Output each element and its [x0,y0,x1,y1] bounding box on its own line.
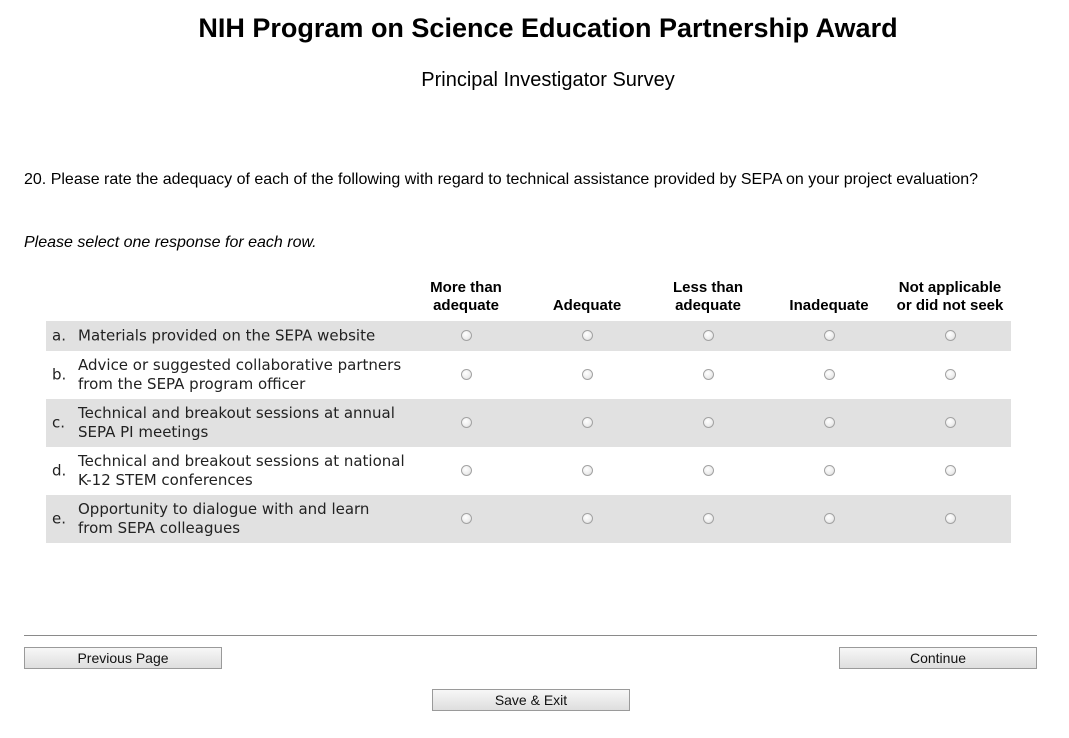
radio-d-inadequate[interactable] [824,465,835,476]
column-header-not-applicable: Not applicable or did not seek [896,279,1004,314]
row-letter: d. [52,461,67,480]
row-label: Materials provided on the SEPA website [78,326,376,345]
column-header-less-than-adequate: Less than adequate [672,279,744,314]
row-letter: b. [52,365,67,384]
radio-a-adequate[interactable] [582,330,593,341]
question-instruction: Please select one response for each row. [24,234,317,251]
row-label: Technical and breakout sessions at annual SEPA PI meetings [78,404,395,441]
row-letter: c. [52,413,66,432]
radio-b-less-than-adequate[interactable] [703,369,714,380]
row-letter: e. [52,509,66,528]
radio-c-adequate[interactable] [582,417,593,428]
radio-e-less-than-adequate[interactable] [703,513,714,524]
footer-divider [24,635,1037,636]
column-header-inadequate: Inadequate [789,297,869,314]
row-label: Advice or suggested collaborative partners from the SEPA program officer [78,356,402,393]
row-letter: a. [52,326,66,345]
radio-d-less-than-adequate[interactable] [703,465,714,476]
radio-c-inadequate[interactable] [824,417,835,428]
radio-a-less-than-adequate[interactable] [703,330,714,341]
rating-grid [46,260,1011,543]
radio-d-more-than-adequate[interactable] [461,465,472,476]
grid-row-e [46,495,1011,543]
row-label: Opportunity to dialogue with and learn from SEPA colleagues [78,500,370,537]
radio-e-more-than-adequate[interactable] [461,513,472,524]
radio-e-inadequate[interactable] [824,513,835,524]
radio-c-not-applicable[interactable] [945,417,956,428]
save-exit-button[interactable]: Save & Exit [432,689,630,711]
grid-header-row [46,260,1011,321]
continue-button[interactable]: Continue [839,647,1037,669]
radio-d-not-applicable[interactable] [945,465,956,476]
row-label: Technical and breakout sessions at national K-12 STEM conferences [78,452,405,489]
radio-e-adequate[interactable] [582,513,593,524]
radio-c-more-than-adequate[interactable] [461,417,472,428]
previous-page-button[interactable]: Previous Page [24,647,222,669]
question-text: 20. Please rate the adequacy of each of the following with regard to technical assistance provided by SEPA on your project evaluation? [24,171,979,188]
grid-row-c [46,399,1011,447]
radio-b-adequate[interactable] [582,369,593,380]
radio-c-less-than-adequate[interactable] [703,417,714,428]
grid-row-a [46,321,1011,351]
radio-b-not-applicable[interactable] [945,369,956,380]
radio-a-inadequate[interactable] [824,330,835,341]
column-header-adequate: Adequate [552,297,622,314]
grid-row-d [46,447,1011,495]
radio-b-inadequate[interactable] [824,369,835,380]
radio-e-not-applicable[interactable] [945,513,956,524]
radio-b-more-than-adequate[interactable] [461,369,472,380]
column-header-more-than-adequate: More than adequate [430,279,502,314]
grid-row-b [46,351,1011,399]
survey-subtitle: Principal Investigator Survey [421,69,675,91]
radio-a-more-than-adequate[interactable] [461,330,472,341]
survey-title: NIH Program on Science Education Partnership Award [198,13,898,43]
radio-a-not-applicable[interactable] [945,330,956,341]
radio-d-adequate[interactable] [582,465,593,476]
